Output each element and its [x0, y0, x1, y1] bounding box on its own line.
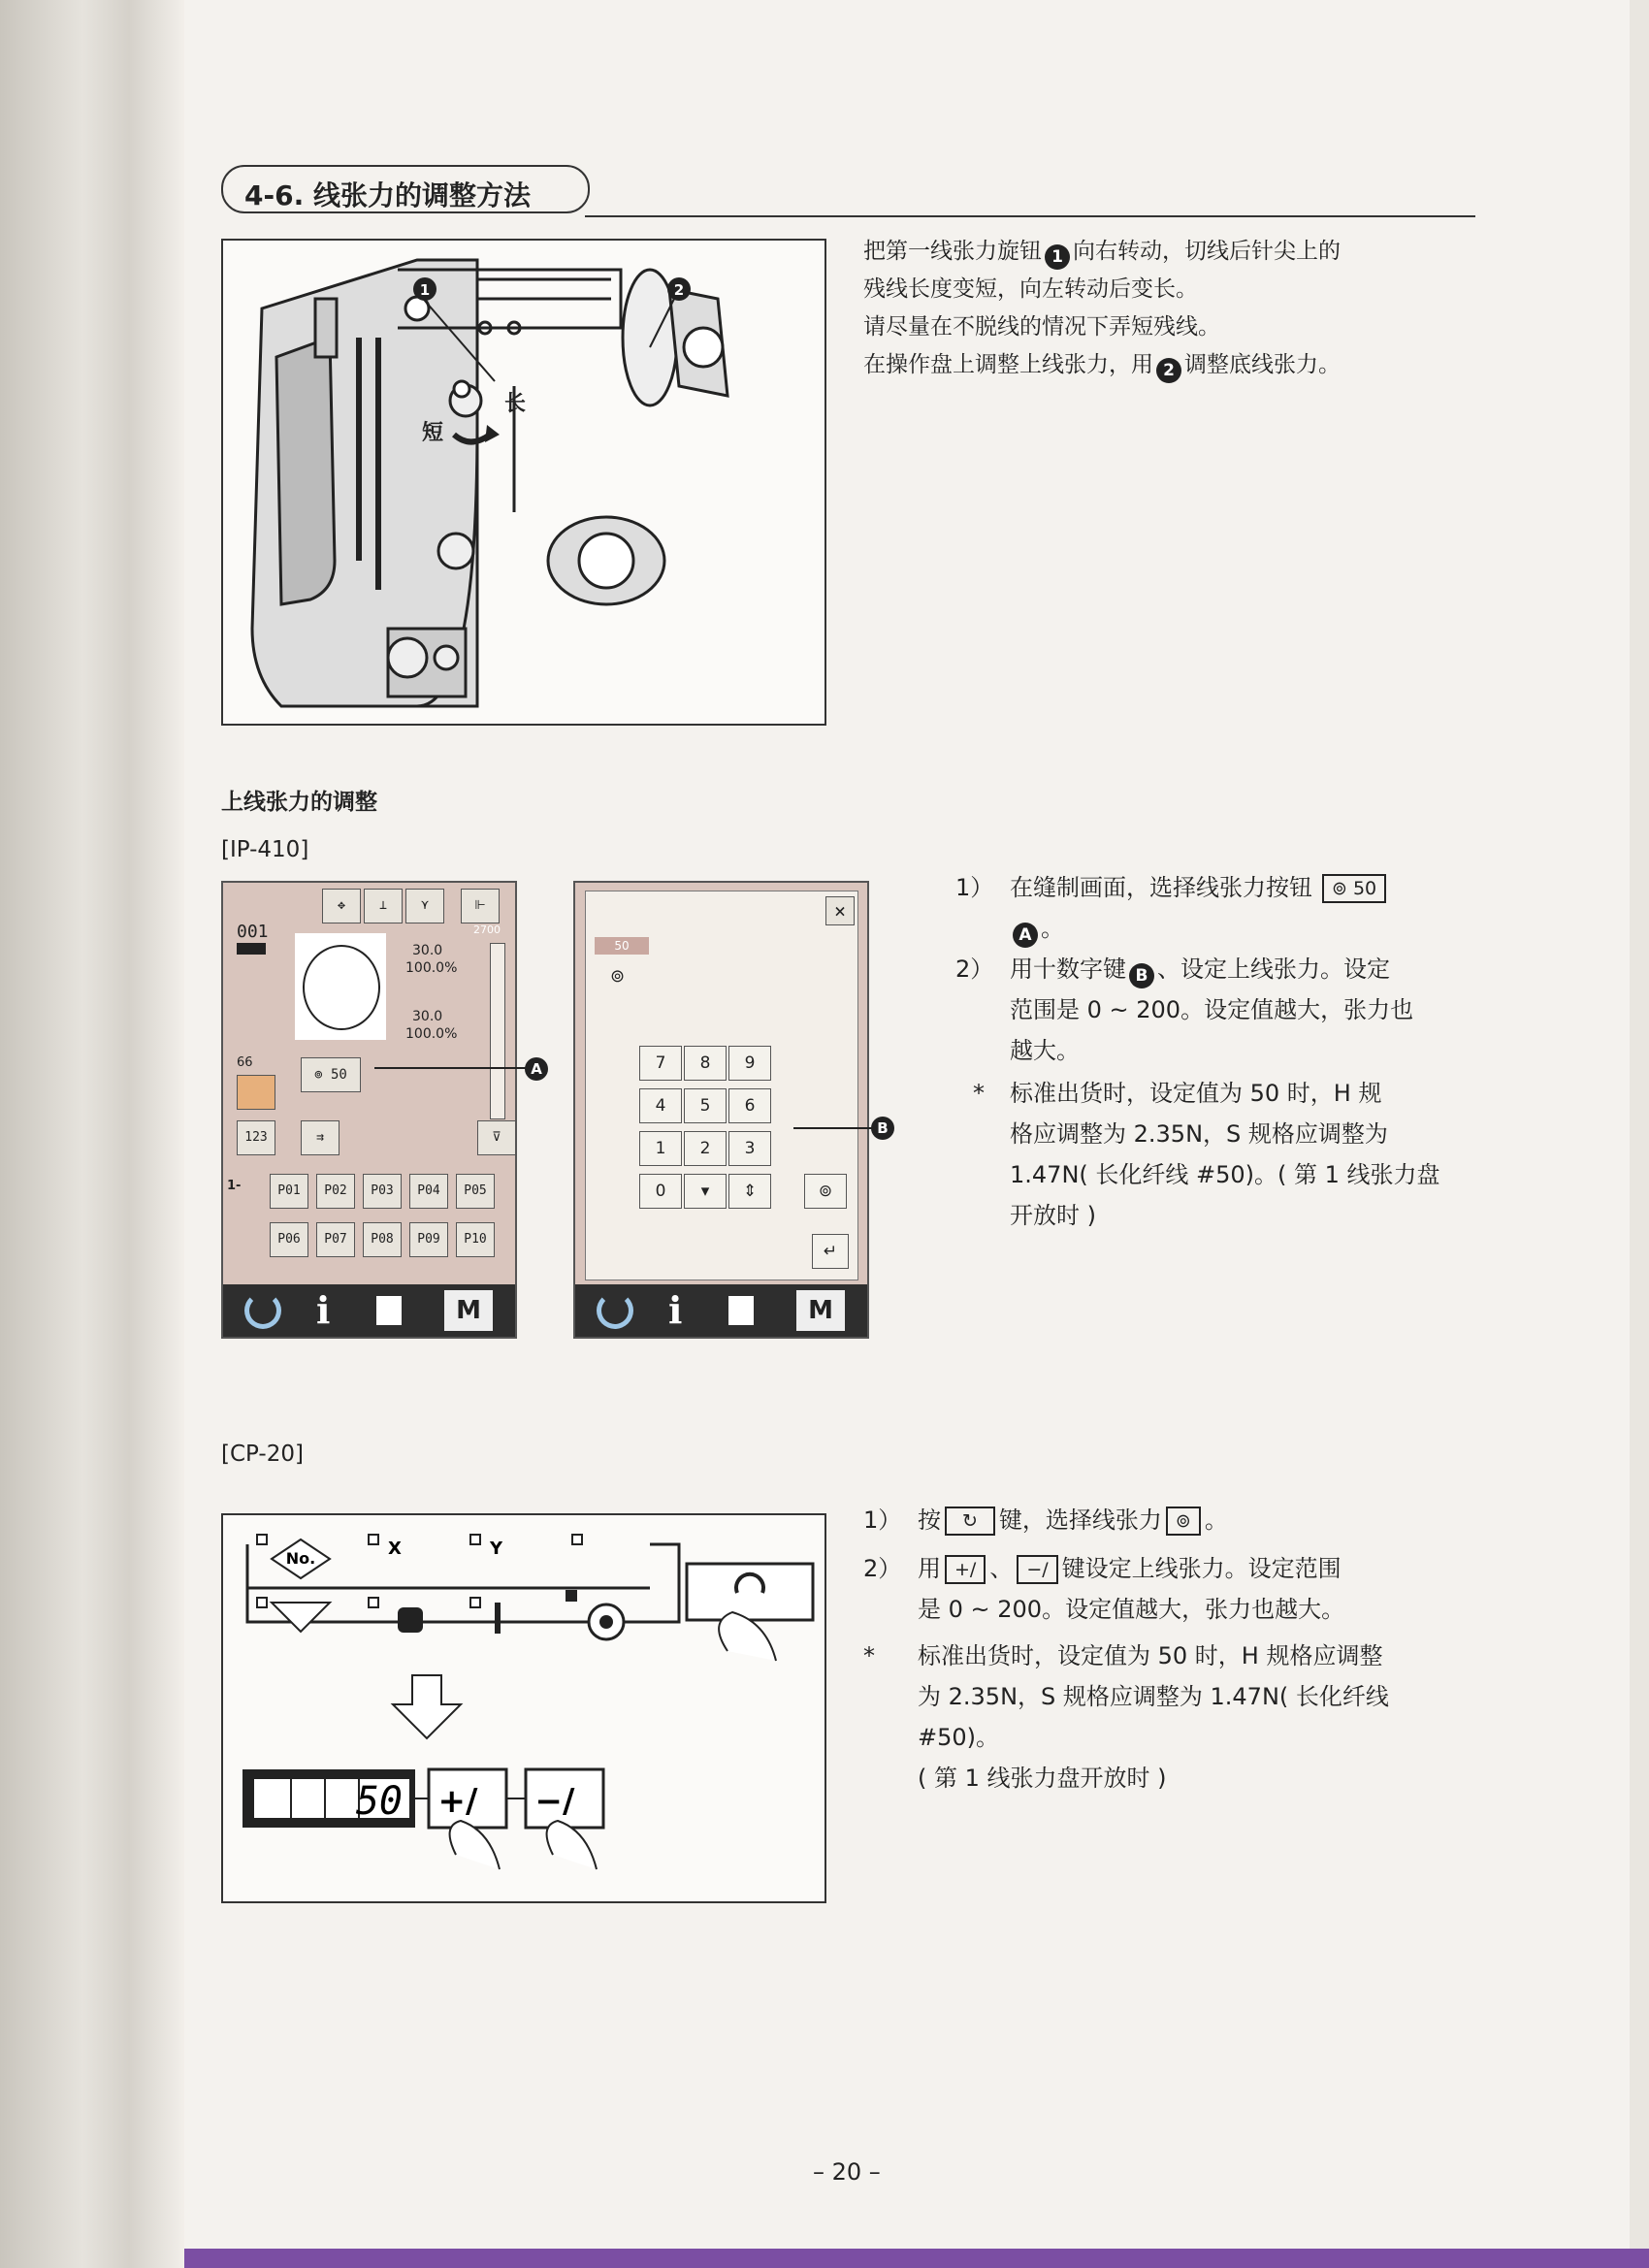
communication-icon[interactable]: [376, 1296, 402, 1325]
intro-line2: 残线长度变短，向左转动后变长。: [863, 276, 1198, 302]
book-spine-shadow: [0, 0, 184, 2268]
mode-button[interactable]: M: [444, 1290, 493, 1331]
y-scale-value: 30.0: [412, 1009, 443, 1024]
page-number: – 20 –: [813, 2158, 881, 2186]
increment-key[interactable]: ⇕: [728, 1174, 771, 1209]
pattern-button[interactable]: P09: [409, 1222, 448, 1257]
cp-step-2: 2） 用 +/ 、 −/ 键设定上线张力。设定范围 是 0 ~ 200。设定值越大，张力也越大。: [863, 1555, 1345, 1623]
selected-indicator: [566, 1590, 577, 1602]
machine-illustration: [221, 239, 826, 726]
x-scale-value: 30.0: [412, 943, 443, 958]
intro-paragraph: [863, 233, 1484, 384]
intro-line3: 请尽量在不脱线的情况下弄短残线。: [863, 314, 1220, 340]
key-5[interactable]: 5: [684, 1088, 727, 1123]
thread-tension-key[interactable]: ⊚: [804, 1174, 847, 1209]
ip410-keypad-screen: [573, 881, 869, 1339]
cp20-diagram: [223, 1515, 824, 1901]
pattern-button[interactable]: P06: [270, 1222, 308, 1257]
tension-button-value: 50: [331, 1067, 347, 1083]
pattern-number-bar: [237, 943, 266, 955]
tension-icon: ⊚: [314, 1067, 323, 1083]
marker-1-text: 1: [419, 281, 431, 299]
communication-icon[interactable]: [728, 1296, 754, 1325]
intro-line4b: 调整底线张力。: [1184, 352, 1341, 377]
key-0[interactable]: 0: [639, 1174, 682, 1209]
intro-line1b: 向右转动，切线后针尖上的: [1073, 239, 1341, 264]
feed-icon[interactable]: ⇉: [301, 1120, 340, 1155]
presser-icon[interactable]: ⊥: [364, 889, 403, 923]
marker-2-icon: 2: [1156, 358, 1181, 383]
ip-note: * 标准出货时，设定值为 50 时，H 规 格应调整为 2.35N，S 规格应调整为 1.47N( 长化纤线 #50)。( 第 1 线张力盘 开放时 ): [973, 1080, 1440, 1229]
key-2[interactable]: 2: [684, 1131, 727, 1166]
info-icon[interactable]: i: [668, 1288, 683, 1332]
title-rule: [585, 215, 1475, 217]
key-4[interactable]: 4: [639, 1088, 682, 1123]
machine-drawing: [223, 241, 824, 724]
thread-trim-icon[interactable]: ⋎: [405, 889, 444, 923]
pattern-button[interactable]: P01: [270, 1174, 308, 1209]
step-icon[interactable]: 123: [237, 1120, 275, 1155]
step-icon: [272, 1603, 330, 1632]
needle-icon[interactable]: ⊩: [461, 889, 500, 923]
display-value: 50: [355, 1779, 403, 1824]
key-6[interactable]: 6: [728, 1088, 771, 1123]
marker-1-icon: 1: [1045, 244, 1070, 270]
select-key-ref: ↻: [945, 1507, 995, 1536]
ip410-bottom-bar: [223, 1284, 515, 1337]
tension-icon: ⊚: [1166, 1507, 1201, 1536]
cp-step-1: 1） 按 ↻ 键，选择线张力 ⊚ 。: [863, 1507, 1228, 1534]
tension-icon: ⊚: [610, 966, 626, 987]
section-title: 4-6. 线张力的调整方法: [244, 179, 531, 211]
pattern-button[interactable]: P10: [456, 1222, 495, 1257]
callout-b-line: [793, 1127, 873, 1129]
scan-edge-strip: [184, 2249, 1649, 2268]
pattern-group-label: 1-: [227, 1179, 242, 1193]
pattern-button[interactable]: P07: [316, 1222, 355, 1257]
ip410-bottom-bar: [575, 1284, 867, 1337]
label-short: 短: [422, 421, 444, 445]
pattern-button[interactable]: P03: [363, 1174, 402, 1209]
y-scale-icon: Y: [490, 1539, 503, 1559]
tension-icon: ⊚: [1332, 878, 1347, 899]
key-3[interactable]: 3: [728, 1131, 771, 1166]
ip410-model-label: [IP-410]: [221, 837, 309, 862]
svg-text:+/: +/: [437, 1782, 478, 1821]
callout-b-marker: B: [871, 1117, 894, 1140]
key-1[interactable]: 1: [639, 1131, 682, 1166]
keypad-display: 50: [595, 937, 649, 955]
key-7[interactable]: 7: [639, 1046, 682, 1081]
close-button[interactable]: ×: [825, 896, 855, 925]
label-long: 长: [504, 392, 527, 416]
cp-note: * 标准出货时，设定值为 50 时，H 规格应调整 为 2.35N，S 规格应调整为 1.47N( 长化纤线 #50)。 ( 第 1 线张力盘开放时 ): [863, 1642, 1389, 1792]
ip410-sewing-screen: [221, 881, 517, 1339]
pattern-number: 001: [237, 922, 269, 942]
speed-scroll-track[interactable]: [490, 943, 505, 1119]
upper-tension-heading: 上线张力的调整: [221, 790, 377, 815]
counter-value: 66: [237, 1055, 253, 1070]
ip-step-1: 1） 在缝制画面，选择线张力按钮 ⊚ 50 A 。: [955, 867, 1499, 949]
key-9[interactable]: 9: [728, 1046, 771, 1081]
intro-line4a: 在操作盘上调整上线张力，用: [863, 352, 1153, 377]
pattern-row-1: [270, 1174, 512, 1213]
mode-button[interactable]: M: [796, 1290, 845, 1331]
enter-key[interactable]: ↵: [812, 1234, 849, 1269]
section-title-box: [221, 165, 590, 213]
step-number: 1）: [955, 874, 994, 901]
svg-text:−/: −/: [534, 1782, 575, 1821]
pattern-button[interactable]: P08: [363, 1222, 402, 1257]
cp20-model-label: [CP-20]: [221, 1442, 304, 1467]
bobbin-icon: [398, 1607, 423, 1633]
callout-a-line: [374, 1067, 530, 1069]
x-scale-pct: 100.0%: [405, 960, 458, 976]
refresh-icon[interactable]: [244, 1292, 281, 1329]
pattern-button[interactable]: P02: [316, 1174, 355, 1209]
move-icon[interactable]: ✥: [322, 889, 361, 923]
marker-b: B: [1129, 963, 1154, 988]
step-text: 在缝制画面，选择线张力按钮: [1010, 874, 1312, 901]
minus-key-ref: −/: [1017, 1555, 1057, 1584]
select-key: [687, 1564, 813, 1620]
speed-value: 2700: [473, 923, 501, 936]
ip-step-2: 2） 用十数字键 B 、设定上线张力。设定 范围是 0 ~ 200。设定值越大，张力也 越大。: [955, 949, 1499, 1071]
svg-text:No.: No.: [285, 1549, 316, 1568]
x-scale-icon: X: [388, 1539, 402, 1559]
step-number: 2）: [955, 956, 994, 983]
tension-button[interactable]: [301, 1057, 361, 1092]
wind-icon[interactable]: ⊽: [477, 1120, 516, 1155]
refresh-icon[interactable]: [597, 1292, 633, 1329]
pattern-button[interactable]: P05: [456, 1174, 495, 1209]
y-scale-pct: 100.0%: [405, 1026, 458, 1042]
pattern-button[interactable]: P04: [409, 1174, 448, 1209]
counter-button[interactable]: [237, 1075, 275, 1110]
decrement-key[interactable]: ▾: [684, 1174, 727, 1209]
marker-2-text: 2: [673, 281, 685, 299]
intro-line1a: 把第一线张力旋钮: [863, 239, 1042, 264]
pattern-row-2: [270, 1222, 512, 1261]
info-icon[interactable]: i: [316, 1288, 331, 1332]
cp20-panel-illustration: [221, 1513, 826, 1903]
down-arrow-icon: [393, 1675, 461, 1738]
marker-a: A: [1013, 923, 1038, 948]
plus-key-ref: +/: [945, 1555, 986, 1584]
pattern-preview: [295, 933, 386, 1040]
tension-button-ref: ⊚ 50: [1322, 874, 1386, 903]
callout-a-marker: A: [525, 1057, 548, 1081]
key-8[interactable]: 8: [684, 1046, 727, 1081]
